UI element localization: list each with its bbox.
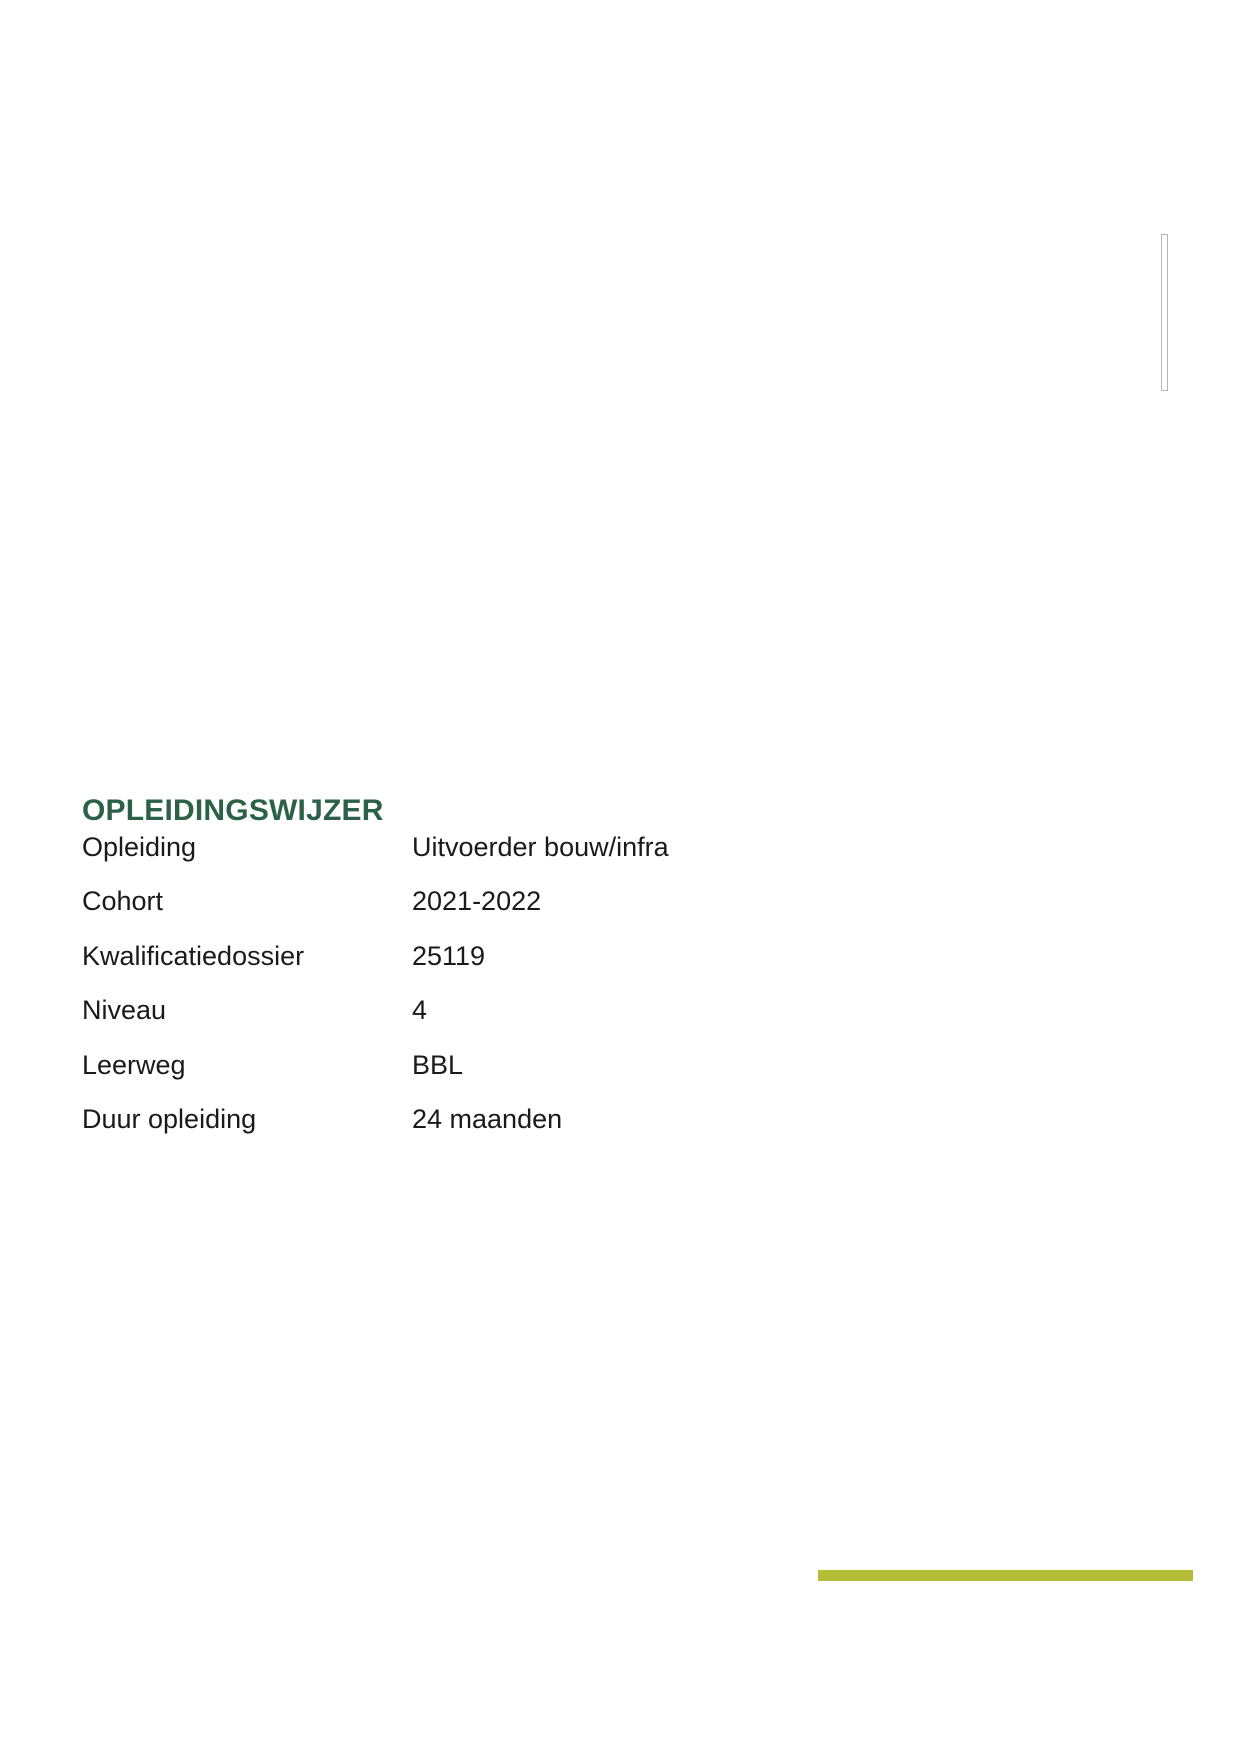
detail-value-kwalificatiedossier: 25119 (412, 940, 486, 971)
empty-vertical-frame (1161, 234, 1168, 391)
table-row (82, 1105, 882, 1159)
table-row (82, 887, 882, 941)
detail-label-duur-opleiding: Duur opleiding (82, 1103, 257, 1134)
detail-label-cohort: Cohort (82, 886, 164, 917)
table-row (82, 942, 882, 996)
detail-label-niveau: Niveau (82, 995, 167, 1026)
detail-label-opleiding: Opleiding (82, 832, 197, 862)
detail-label-kwalificatiedossier: Kwalificatiedossier (82, 940, 305, 971)
table-row (82, 833, 882, 887)
page-title: OPLEIDINGSWIJZER (82, 794, 384, 828)
detail-value-leerweg: BBL (412, 1049, 464, 1080)
training-details-table (82, 833, 882, 1159)
detail-value-niveau: 4 (412, 995, 428, 1026)
detail-value-cohort: 2021-2022 (412, 886, 542, 917)
detail-value-opleiding: Uitvoerder bouw/infra (412, 832, 669, 862)
detail-value-duur-opleiding: 24 maanden (412, 1103, 563, 1134)
accent-bar (818, 1570, 1193, 1581)
table-row (82, 1051, 882, 1105)
table-row (82, 996, 882, 1050)
detail-label-leerweg: Leerweg (82, 1049, 186, 1080)
